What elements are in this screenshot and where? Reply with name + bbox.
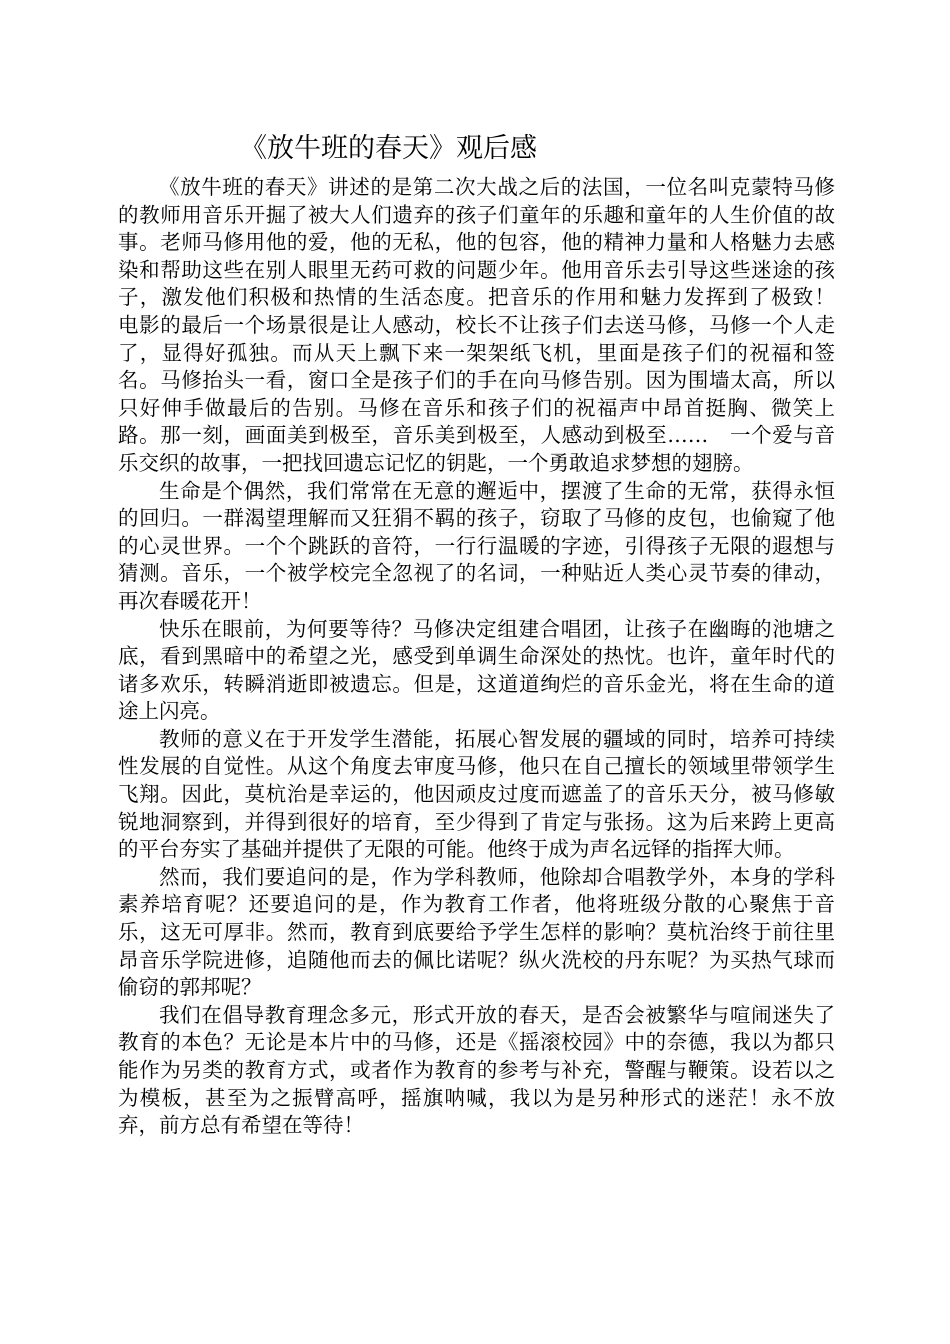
paragraph: 我们在倡导教育理念多元，形式开放的春天，是否会被繁华与喧闹迷失了教育的本色？无论是本片中的马修，还是《摇滚校园》中的奈德，我以为都只能作为另类的教育方式，或者作为教育的参考与补充，警醒与鞭策。设若以之为模板，甚至为之振臂高呼，摇旗呐喊，我以为是另种形式的迷茫！永不放弃，前方总有希望在等待！ xyxy=(118,1002,835,1138)
paragraph: 然而，我们要追问的是，作为学科教师，他除却合唱教学外，本身的学科素养培育呢？还要追问的是，作为教育工作者，他将班级分散的心聚焦于音乐，这无可厚非。然而，教育到底要给予学生怎样的影响？莫杭治终于前往里昂音乐学院进修，追随他而去的佩比诺呢？纵火洗校的丹东呢？为买热气球而偷窃的郭邦呢？ xyxy=(118,864,835,1000)
paragraph: 教师的意义在于开发学生潜能，拓展心智发展的疆域的同时，培养可持续性发展的自觉性。从这个角度去审度马修，他只在自己擅长的领域里带领学生飞翔。因此，莫杭治是幸运的，他因顽皮过度而遮盖了的音乐天分，被马修敏锐地洞察到，并得到很好的培育，至少得到了肯定与张扬。这为后来跨上更高的平台夯实了基础并提供了无限的可能。他终于成为声名远铎的指挥大师。 xyxy=(118,726,835,862)
paragraph: 《放牛班的春天》讲述的是第二次大战之后的法国，一位名叫克蒙特马修的教师用音乐开掘了被大人们遗弃的孩子们童年的乐趣和童年的人生价值的故事。老师马修用他的爱，他的无私，他的包容，他的精神力量和人格魅力去感染和帮助这些在别人眼里无药可救的问题少年。他用音乐去引导这些迷途的孩子，激发他们积极和热情的生活态度。把音乐的作用和魅力发挥到了极致！ 电影的最后一个场景很是让人感动，校长不让孩子们去送马修，马修一个人走了，显得好孤独。而从天上飘下来一架架纸飞机，里面是孩子们的祝福和签名。马修抬头一看，窗口全是孩子们的手在向马修告别。因为围墙太高，所以只好伸手做最后的告别。马修在音乐和孩子们的祝福声中昂首挺胸、微笑上路。那一刻，画面美到极至，音乐美到极至，人感动到极至…… 一个爱与音乐交织的故事，一把找回遗忘记忆的钥匙，一个勇敢追求梦想的翅膀。 xyxy=(118,175,876,475)
paragraph: 快乐在眼前，为何要等待？马修决定组建合唱团，让孩子在幽晦的池塘之底，看到黑暗中的希望之光，感受到单调生命深处的热忱。也许，童年时代的诸多欢乐，转瞬消逝即被遗忘。但是，这道道绚烂的音乐金光，将在生命的道途上闪亮。 xyxy=(118,616,835,724)
paragraph: 生命是个偶然，我们常常在无意的邂逅中，摆渡了生命的无常，获得永恒的回归。一群渴望理解而又狂狷不羁的孩子，窃取了马修的皮包，也偷窥了他的心灵世界。一个个跳跃的音符，一行行温暖的字迹，引得孩子无限的遐想与猜测。音乐，一个被学校完全忽视了的名词，一种贴近人类心灵节奏的律动，再次春暖花开！ xyxy=(118,478,835,613)
document-body xyxy=(118,174,876,1140)
document-title: 《放牛班的春天》观后感 xyxy=(240,133,537,164)
